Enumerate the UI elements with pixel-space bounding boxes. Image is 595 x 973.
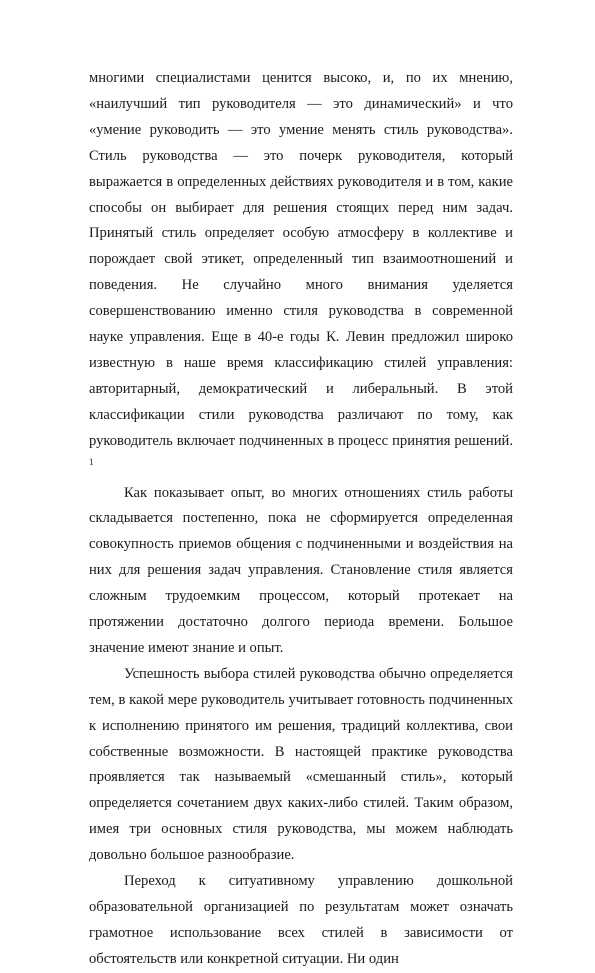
paragraph bbox=[89, 662, 513, 869]
paragraph-text: Успешность выбора стилей руководства обычно определяется тем, в какой мере руководитель учитывает готовность подчиненных к исполнению принятого им решения, традиций коллектива, свои собственные возможности. В настоящей практике руководства проявляется так называемый «смешанный стиль», который определяется сочетанием двух каких-либо стилей. Таким образом, имея три основных стиля руководства, мы можем наблюдать довольно большое разнообразие. bbox=[89, 665, 513, 864]
body-text bbox=[89, 66, 513, 973]
paragraph-continuation bbox=[89, 66, 513, 481]
paragraph-text: многими специалистами ценится высоко, и, по их мнению, «наилучший тип руководителя — это динамический» и что «умение руководить — это умение менять стиль руководства». Стиль руководства — это почерк руководителя, который выражается в определенных действиях руководителя и в том, какие способы он выбирает для решения стоящих перед ним задач. Принятый стиль определяет особую атмосферу в коллективе и порождает свой этикет, определенный тип взаимоотношений и поведения. Не случайно много внимания уделяется совершенствованию именно стиля руководства в современной науке управления. Еще в 40-е годы К. Левин предложил широко известную в наше время классификацию стилей управления: авторитарный, демократический и либеральный. В этой классификации стили руководства различают по тому, как руководитель включает подчиненных в процесс принятия решений. bbox=[89, 70, 513, 449]
paragraph-text: Переход к ситуативному управлению дошкольной образовательной организацией по результатам может означать грамотное использование всех стилей в зависимости от обстоятельств или конкретной ситуации. Ни один bbox=[89, 873, 513, 967]
paragraph bbox=[89, 869, 513, 973]
paragraph bbox=[89, 481, 513, 662]
footnote-reference[interactable]: 1 bbox=[89, 456, 94, 467]
paragraph-text: Как показывает опыт, во многих отношениях стиль работы складывается постепенно, пока не сформируется определенная совокупность приемов общения с подчиненными и воздействия на них для решения задач управления. Становление стиля является сложным трудоемким процессом, который протекает на протяжении достаточно долгого периода времени. Большое значение имеют знание и опыт. bbox=[89, 484, 513, 656]
